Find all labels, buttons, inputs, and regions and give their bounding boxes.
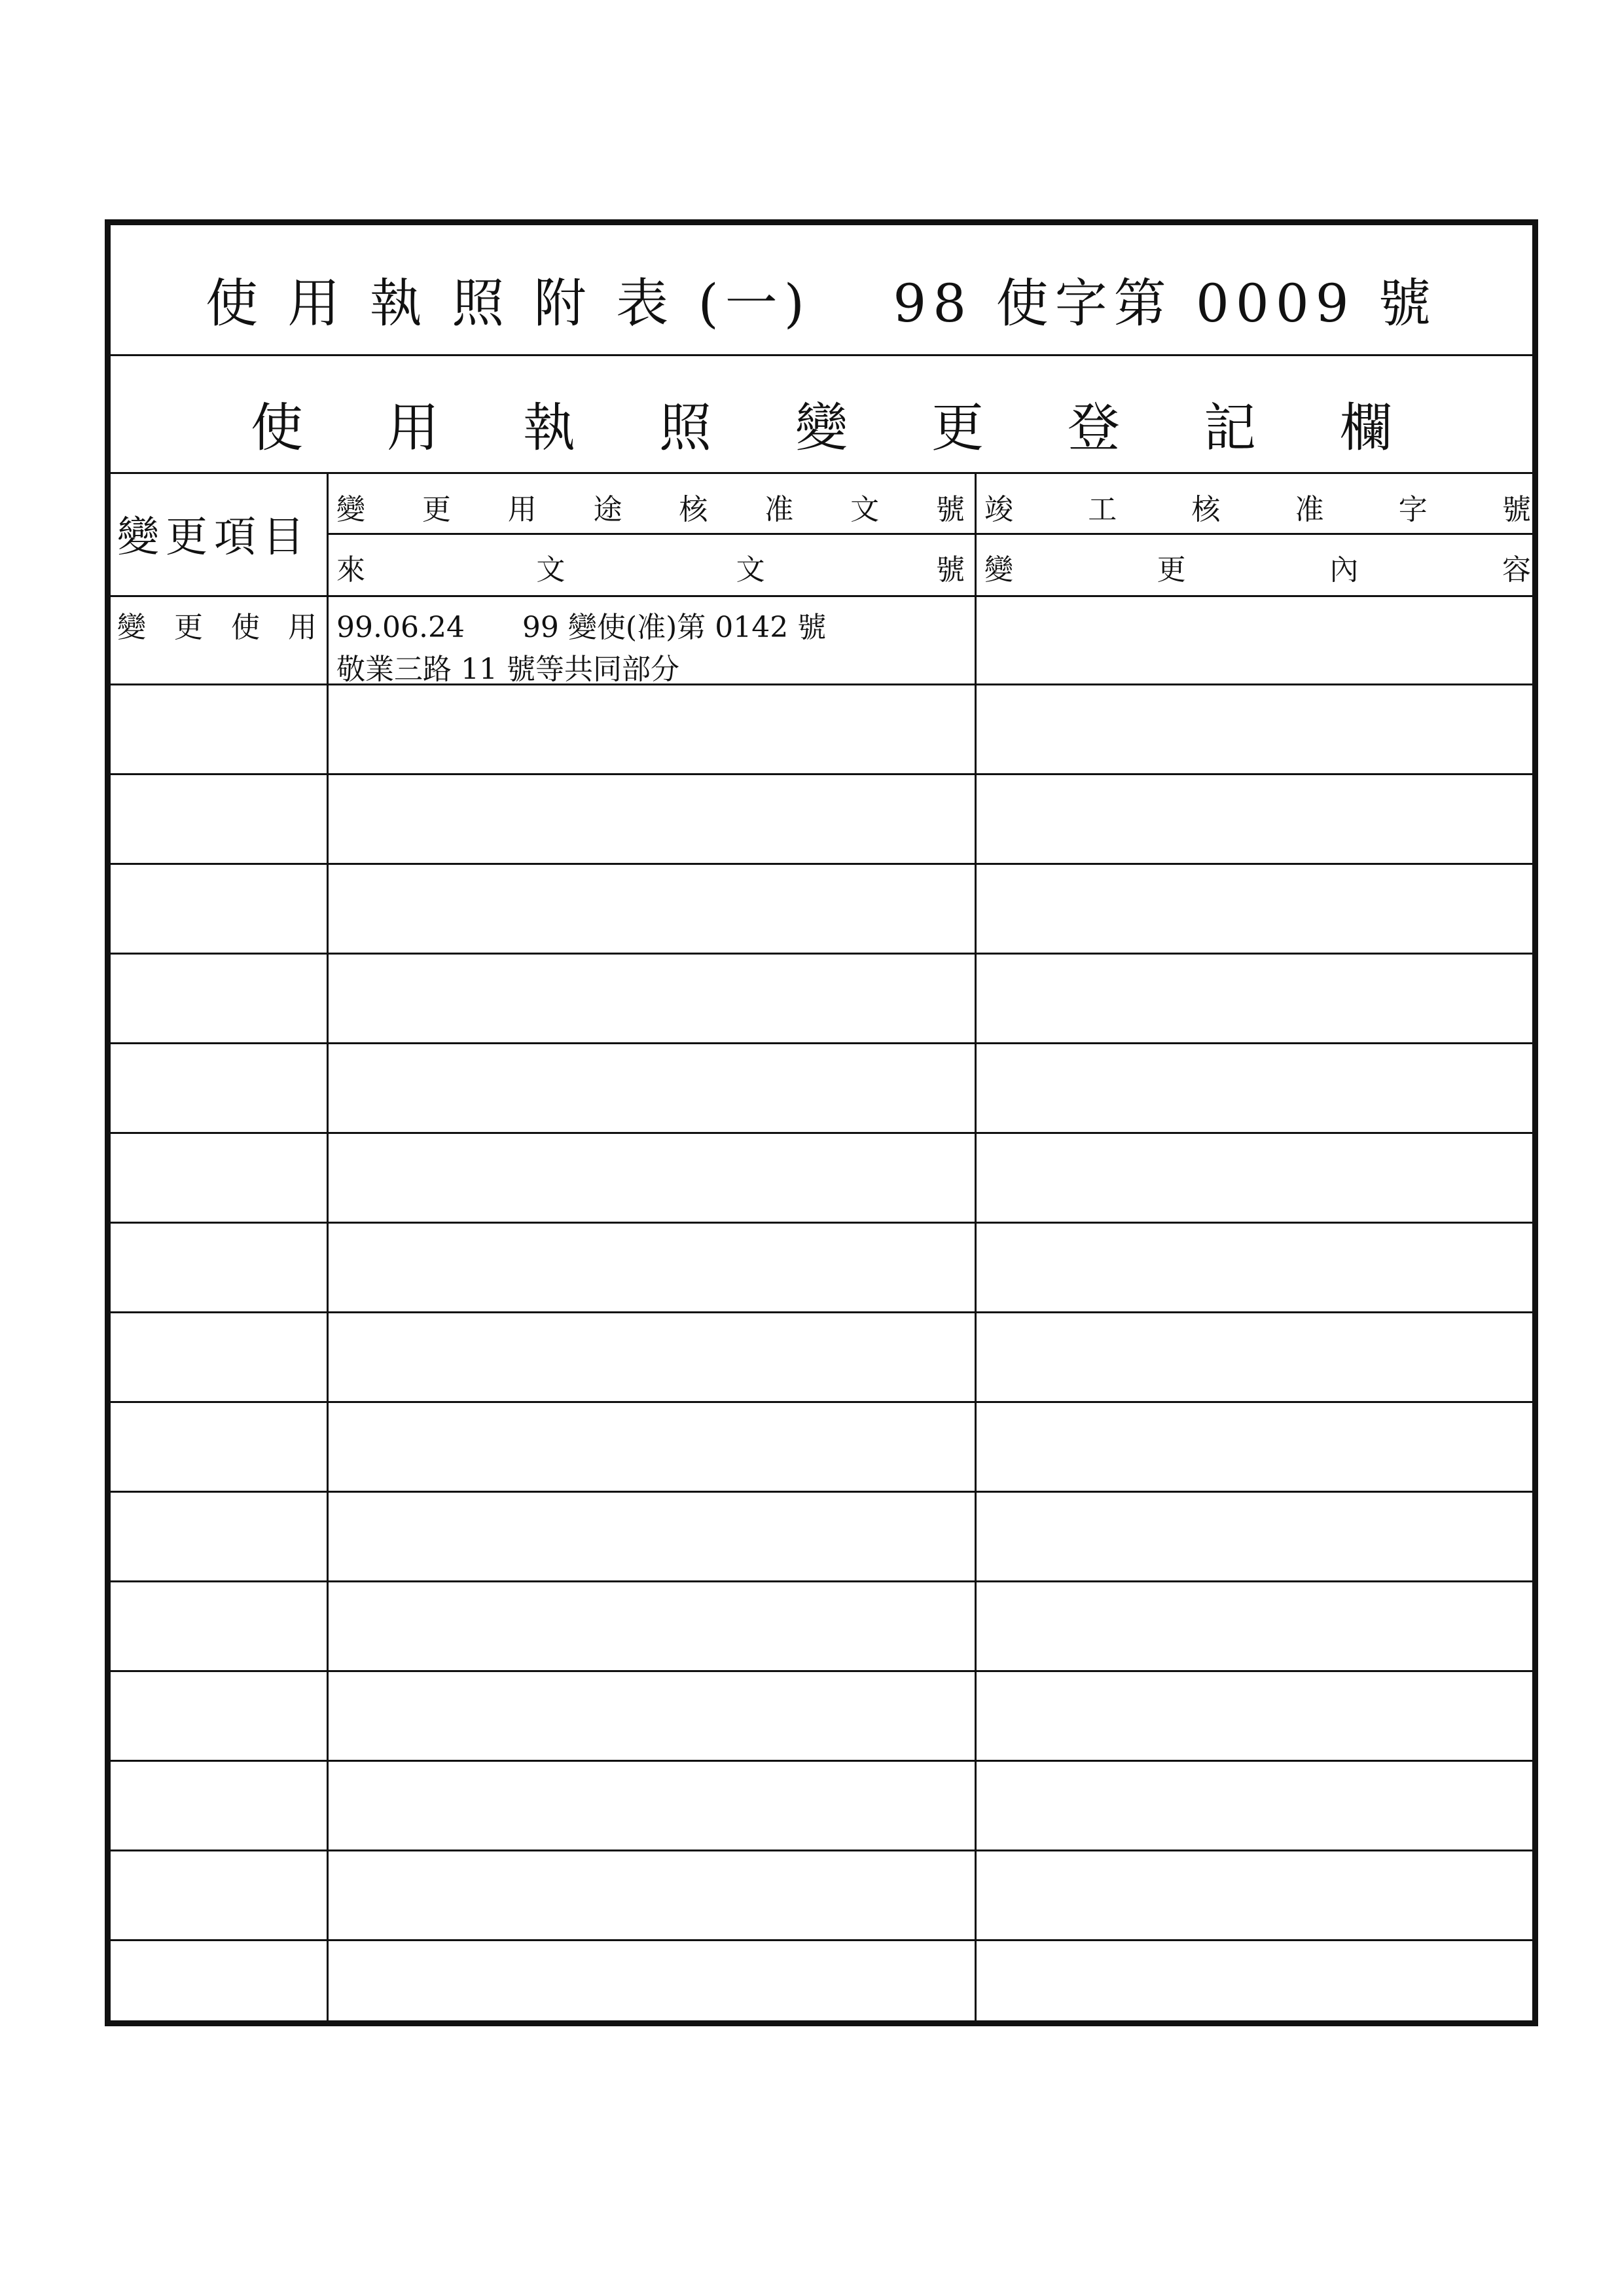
header-char: 號 <box>935 553 965 587</box>
form-frame <box>105 219 1538 2026</box>
header-char: 號 <box>935 493 965 526</box>
row-divider <box>111 1311 1532 1313</box>
header-char: 容 <box>1501 553 1531 587</box>
header-char: 工 <box>1088 493 1117 526</box>
header-char: 內 <box>1329 553 1359 587</box>
section-title <box>111 386 1532 461</box>
row-divider <box>111 1760 1532 1762</box>
item-char: 變 <box>117 611 146 644</box>
section-title-char: 更 <box>931 397 984 458</box>
section-title-char: 登 <box>1068 397 1120 458</box>
column-divider <box>975 474 977 2020</box>
row-divider <box>111 863 1532 865</box>
row-divider <box>111 1042 1532 1044</box>
header-char: 文 <box>850 493 880 526</box>
title-row <box>111 225 1532 356</box>
approval-doc-line: 99.06.24 99 變使(准)第 0142 號 <box>336 611 827 644</box>
header-char: 准 <box>764 493 794 526</box>
item-column-header: 變更項目 <box>117 513 311 562</box>
incoming-doc-header <box>336 546 965 588</box>
row-divider <box>111 1132 1532 1134</box>
header-char: 途 <box>593 493 622 526</box>
header-char: 文 <box>736 553 765 587</box>
completion-approval-header <box>984 486 1531 528</box>
header-char: 更 <box>1157 553 1186 587</box>
row-divider <box>111 773 1532 775</box>
address-line: 敬業三路 11 號等共同部分 <box>336 653 679 686</box>
column-divider <box>327 474 329 2020</box>
row-divider <box>111 1580 1532 1582</box>
row-divider <box>111 1222 1532 1224</box>
header-char: 更 <box>422 493 451 526</box>
row-divider <box>111 1670 1532 1672</box>
header-char: 竣 <box>984 493 1013 526</box>
header-char: 變 <box>336 493 365 526</box>
row-divider <box>111 1401 1532 1403</box>
subtitle-row <box>111 356 1532 474</box>
header-char: 變 <box>984 553 1013 587</box>
section-title-char: 用 <box>387 397 439 458</box>
section-title-char: 記 <box>1204 397 1256 458</box>
section-title-char: 照 <box>659 397 711 458</box>
change-table <box>111 474 1532 2020</box>
row-divider <box>111 1850 1532 1851</box>
header-char: 來 <box>336 553 365 587</box>
item-char: 用 <box>288 611 317 644</box>
item-char: 使 <box>231 611 260 644</box>
row-divider <box>111 683 1532 685</box>
row-divider <box>111 1491 1532 1493</box>
header-char: 核 <box>679 493 708 526</box>
section-title-char: 變 <box>795 397 848 458</box>
header-divider <box>327 533 1532 535</box>
section-title-char: 使 <box>251 397 303 458</box>
row-divider <box>111 1939 1532 1941</box>
row-divider <box>111 595 1532 597</box>
header-char: 文 <box>536 553 566 587</box>
change-item-cell <box>117 604 317 646</box>
change-content-header <box>984 546 1531 588</box>
section-title-char: 欄 <box>1340 397 1392 458</box>
row-divider <box>111 953 1532 955</box>
item-char: 更 <box>174 611 203 644</box>
header-char: 字 <box>1398 493 1428 526</box>
section-title-char: 執 <box>523 397 575 458</box>
page-title: 使 用 執 照 附 表 (一) 98 使字第 0009 號 <box>205 273 1438 334</box>
header-char: 號 <box>1501 493 1531 526</box>
header-char: 核 <box>1191 493 1221 526</box>
header-char: 用 <box>507 493 537 526</box>
approval-doc-header <box>336 486 965 528</box>
header-char: 准 <box>1295 493 1324 526</box>
